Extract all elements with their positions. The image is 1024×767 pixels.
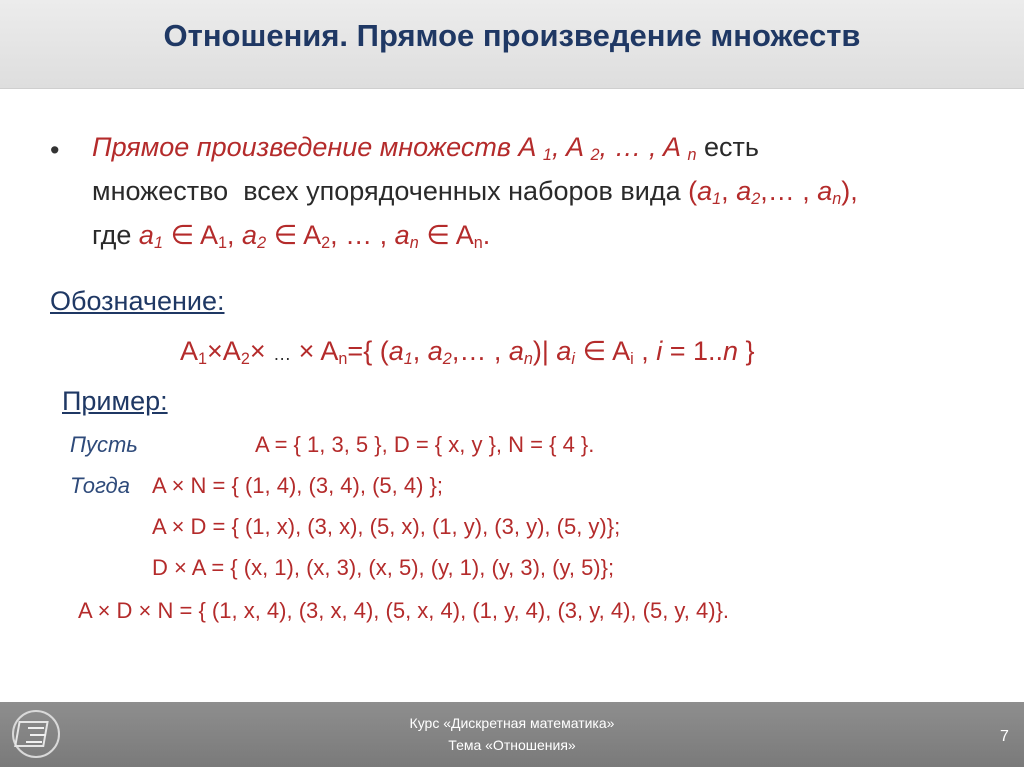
example-then-word: Тогда: [70, 473, 130, 498]
definition-line-1: Прямое произведение множеств A $_1$, A $_2$, … , A $_n$ есть: [92, 132, 759, 165]
formula: $A_1\times A_2\times$ … × $A_n=${ ($a_1$, $a_2,\dots$ , $a_n)|$ $a_i$ ∈ $A_i$ , i = 1..n }: [180, 336, 755, 369]
footer-course: Курс «Дискретная математика»: [409, 715, 615, 731]
example-result-4: A × D × N = { (1, x, 4), (3, x, 4), (5, x, 4), (1, y, 4), (3, y, 4), (5, y, 4)}.: [78, 598, 730, 623]
example-label: Пример:: [62, 386, 168, 416]
bullet-marker: •: [50, 135, 60, 165]
example-result-1: A × N = { (1, 4), (3, 4), (5, 4) };: [152, 473, 444, 498]
definition-line-3: где $a_1$ ∈ $A_1$, $a_2$ ∈ $A_2$, … , $a_n$ ∈ $A_n$.: [92, 220, 491, 253]
definition-line-2: множество всех упорядоченных наборов вида ($a_1$, $a_2,\dots$ , $a_n$),: [92, 176, 858, 209]
slide-footer: [0, 702, 1024, 767]
example-let-word: Пусть: [70, 432, 138, 457]
example-let-sets: A = { 1, 3, 5 }, D = { x, y }, N = { 4 }.: [255, 432, 595, 457]
slide-title: Отношения. Прямое произведение множеств: [163, 18, 861, 53]
footer-topic: Тема «Отношения»: [448, 737, 576, 753]
notation-label: Обозначение:: [50, 286, 225, 316]
page-number: 7: [1000, 728, 1009, 745]
example-result-3: D × A = { (x, 1), (x, 3), (x, 5), (y, 1), (y, 3), (y, 5)};: [152, 555, 615, 580]
example-result-2: A × D = { (1, x), (3, x), (5, x), (1, y), (3, y), (5, y)};: [152, 514, 621, 539]
